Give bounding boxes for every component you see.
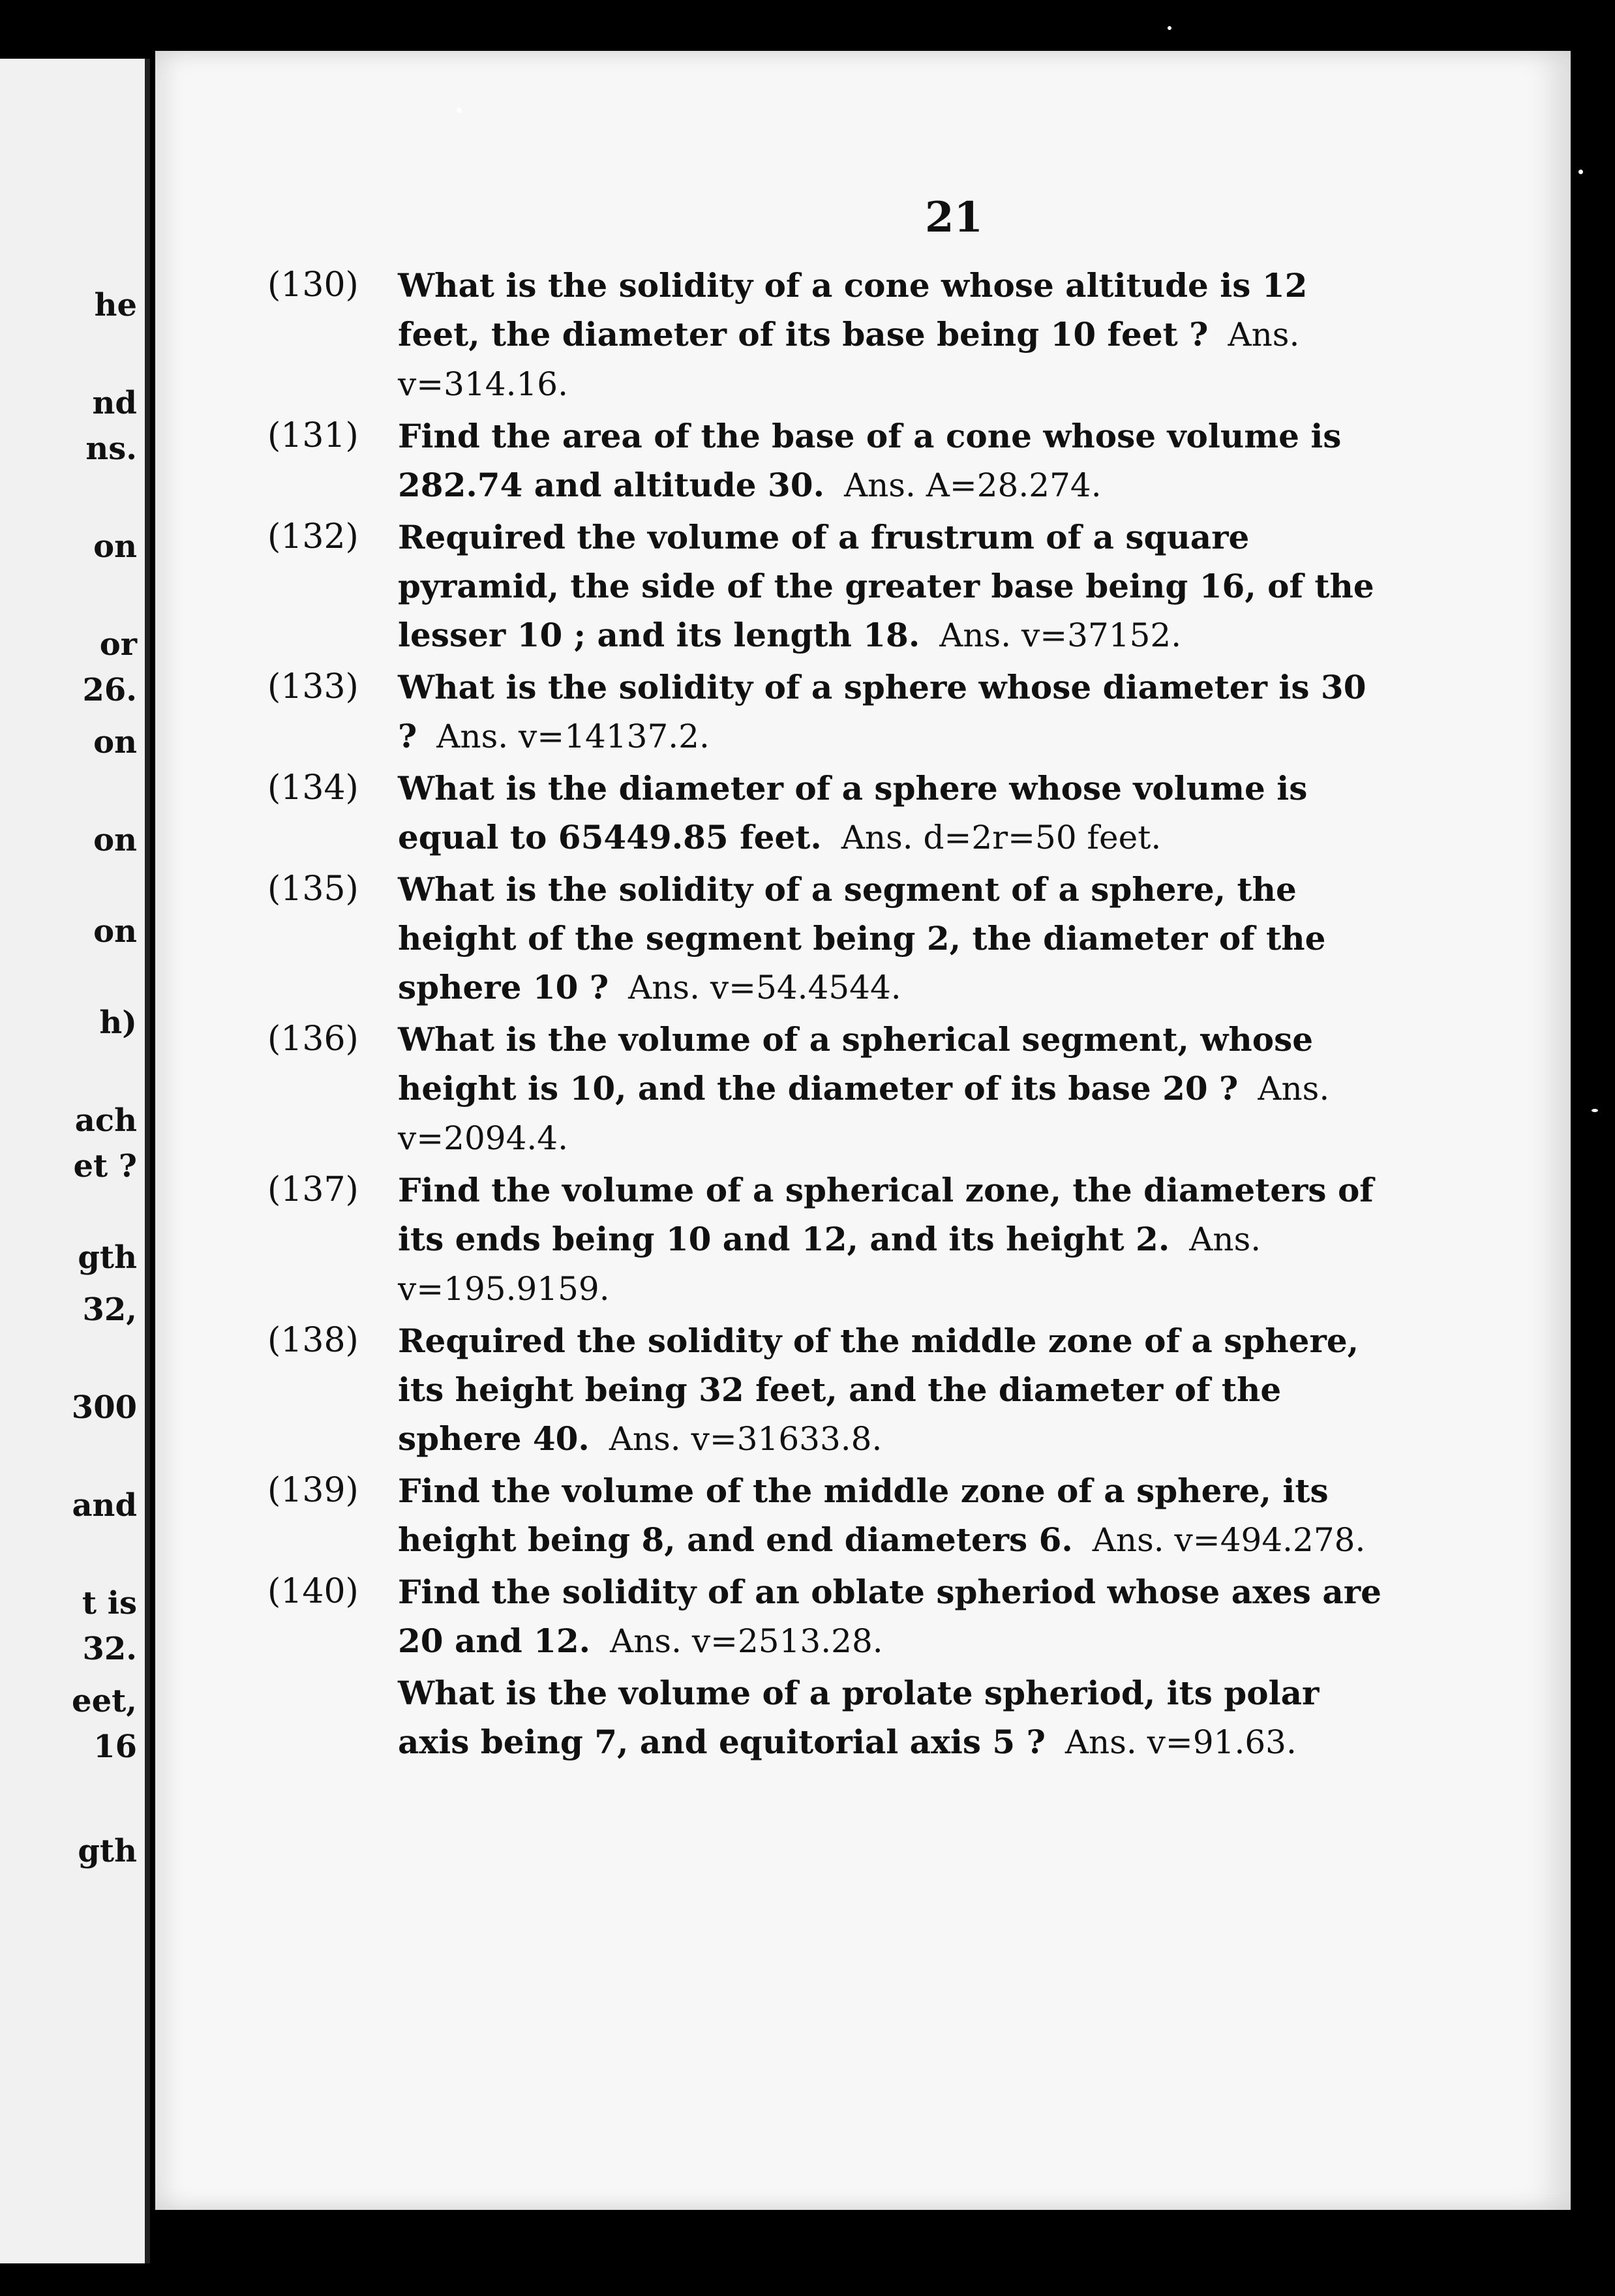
- left-page-fragment-text: on: [93, 724, 137, 761]
- problem-number: (140): [267, 1572, 359, 1611]
- problem-number: (137): [267, 1170, 359, 1209]
- problem-number: (133): [267, 667, 359, 706]
- problem-body: [398, 1166, 1389, 1314]
- problem-item: [267, 663, 1389, 761]
- problem-text: What is the solidity of a sphere whose diameter is 30 ?: [398, 668, 1366, 755]
- problem-item: [267, 1567, 1389, 1666]
- problem-number: (138): [267, 1321, 359, 1360]
- problem-body: [398, 1316, 1389, 1464]
- left-page-fragment: [0, 59, 150, 2263]
- problem-answer: Ans. A=28.274.: [843, 466, 1102, 504]
- problem-text: What is the solidity of a segment of a sphere, the height of the segment being 2, the diameter of the sphere 10 ?: [398, 870, 1326, 1006]
- left-page-fragment-text: 32.: [82, 1631, 137, 1667]
- problem-body: [398, 1015, 1389, 1163]
- problem-item: [267, 1466, 1389, 1565]
- problem-text: What is the volume of a spherical segment, whose height is 10, and the diameter of its base 20 ?: [398, 1020, 1314, 1108]
- left-page-fragment-text: he: [94, 287, 137, 324]
- problem-text: Required the solidity of the middle zone of a sphere, its height being 32 feet, and the diameter of the sphere 40.: [398, 1322, 1359, 1458]
- problem-answer: Ans. d=2r=50 feet.: [841, 819, 1162, 856]
- problem-body: [398, 1669, 1389, 1767]
- left-page-fragment-text: on: [93, 822, 137, 858]
- problem-item: [267, 1015, 1389, 1163]
- problem-text: What is the diameter of a sphere whose volume is equal to 65449.85 feet.: [398, 769, 1308, 856]
- problem-item: [267, 865, 1389, 1012]
- problem-text: Find the volume of a spherical zone, the diameters of its ends being 10 and 12, and its height 2.: [398, 1171, 1374, 1258]
- problem-number: (130): [267, 265, 359, 305]
- problem-answer: Ans. v=31633.8.: [609, 1420, 883, 1458]
- left-page-fragment-text: 32,: [82, 1292, 137, 1328]
- left-page-fragment-text: et ?: [73, 1148, 137, 1185]
- left-page-fragment-text: 26.: [82, 672, 137, 708]
- left-page-fragment-text: nd: [92, 385, 137, 421]
- problem-body: [398, 1567, 1389, 1666]
- problem-body: [398, 663, 1389, 761]
- left-page-fragment-text: on: [93, 913, 137, 950]
- problem-item: [267, 1669, 1389, 1767]
- problem-item: [267, 1166, 1389, 1314]
- left-page-fragment-text: 300: [71, 1389, 137, 1426]
- left-page-fragment-text: eet,: [72, 1683, 137, 1719]
- left-page-fragment-text: ach: [74, 1102, 137, 1139]
- left-page-fragment-text: and: [72, 1487, 137, 1524]
- problem-answer: Ans. v=14137.2.: [436, 718, 710, 755]
- problem-number: (132): [267, 517, 359, 556]
- page-gutter: [145, 59, 150, 2263]
- problem-number: (136): [267, 1020, 359, 1059]
- problem-answer: Ans. v=494.278.: [1092, 1521, 1366, 1559]
- problem-body: [398, 764, 1389, 862]
- left-page-fragment-text: gth: [78, 1239, 137, 1276]
- problem-text: Required the volume of a frustrum of a square pyramid, the side of the greater base being 16, of the lesser 10 ; and its length 18.: [398, 518, 1374, 654]
- problem-number: (134): [267, 768, 359, 808]
- problem-item: [267, 412, 1389, 510]
- problem-number: (135): [267, 869, 359, 909]
- left-page-fragment-text: 16: [93, 1729, 137, 1765]
- left-page-fragment-text: or: [99, 626, 137, 663]
- problem-text: Find the volume of the middle zone of a sphere, its height being 8, and end diameters 6.: [398, 1472, 1329, 1559]
- left-page-fragment-text: h): [99, 1004, 137, 1041]
- problem-body: [398, 261, 1389, 409]
- problem-answer: Ans. v=91.63.: [1064, 1723, 1297, 1761]
- problem-text: Find the area of the base of a cone whose volume is 282.74 and altitude 30.: [398, 417, 1342, 504]
- problem-body: [398, 513, 1389, 660]
- left-page-fragment-text: ns.: [85, 430, 137, 467]
- problem-answer: Ans. v=54.4544.: [628, 969, 901, 1006]
- left-page-fragment-text: gth: [78, 1833, 137, 1869]
- problem-number: (139): [267, 1471, 359, 1510]
- problem-number: (131): [267, 416, 359, 455]
- problem-answer: Ans. v=314.16.: [398, 316, 1300, 403]
- problem-text: What is the solidity of a cone whose altitude is 12 feet, the diameter of its base being 10 feet ?: [398, 266, 1308, 354]
- problem-answer: Ans. v=2094.4.: [398, 1070, 1330, 1157]
- problem-item: [267, 513, 1389, 660]
- page-number: 21: [925, 193, 984, 242]
- problem-body: [398, 865, 1389, 1012]
- problem-item: [267, 1316, 1389, 1464]
- problem-text: What is the volume of a prolate spheriod, its polar axis being 7, and equitorial axis 5 ?: [398, 1674, 1320, 1761]
- left-page-fragment-text: on: [93, 528, 137, 565]
- problem-text: Find the solidity of an oblate spheriod whose axes are 20 and 12.: [398, 1573, 1381, 1660]
- problem-item: [267, 764, 1389, 862]
- problem-answer: Ans. v=195.9159.: [398, 1220, 1261, 1308]
- problem-answer: Ans. v=37152.: [939, 616, 1182, 654]
- problem-body: [398, 1466, 1389, 1565]
- problem-body: [398, 412, 1389, 510]
- problem-list: [267, 261, 1389, 1770]
- problem-answer: Ans. v=2513.28.: [610, 1622, 883, 1660]
- problem-item: [267, 261, 1389, 409]
- left-page-fragment-text: t is: [82, 1585, 137, 1622]
